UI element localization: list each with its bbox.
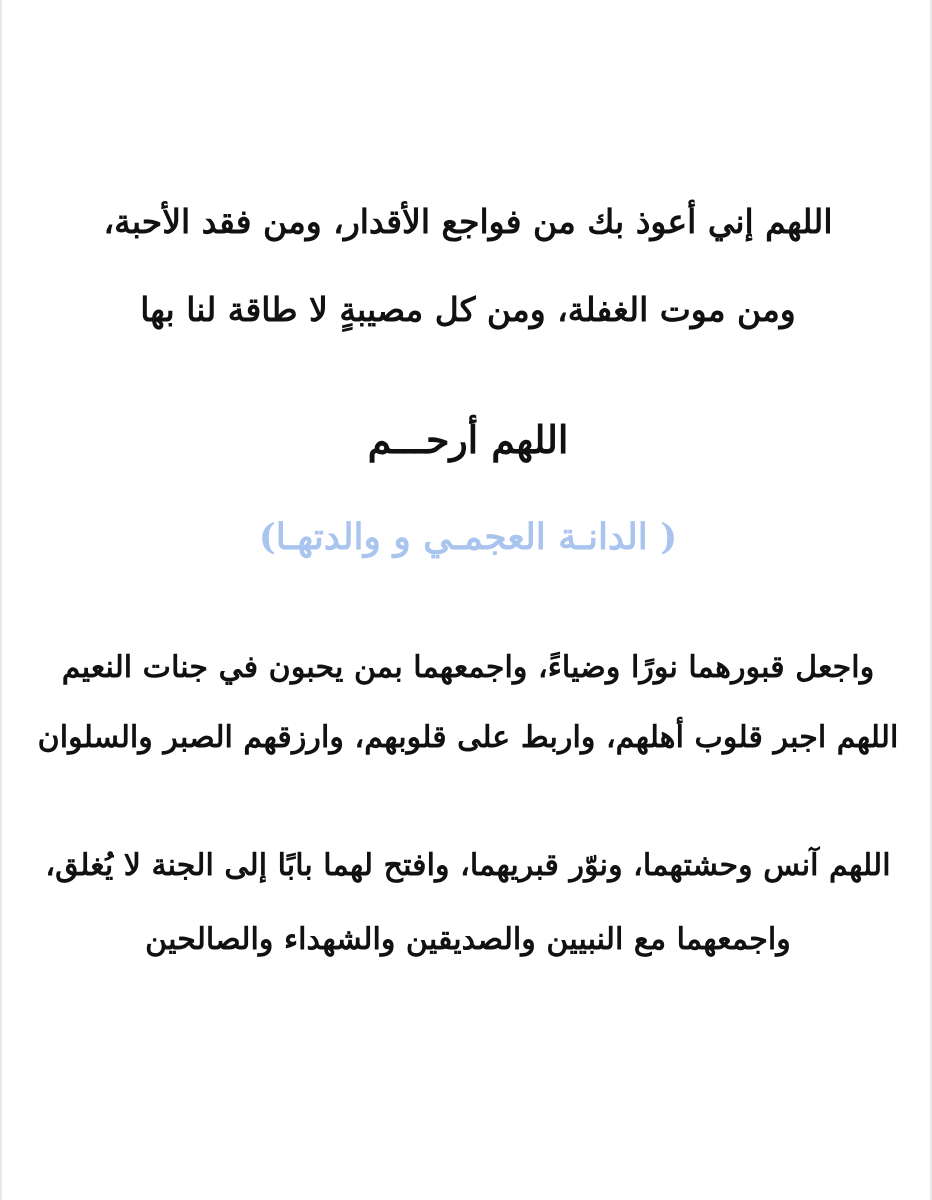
dua-line-4: اللهم اجبر قلوب أهلهم، واربط على قلوبهم، وارزقهم الصبر والسلوان [37, 720, 899, 755]
dua-line-5: اللهم آنس وحشتهما، ونوّر قبريهما، وافتح لهما بابًا إلى الجنة لا يُغلق، [45, 848, 891, 883]
names-line: ( الدانـة العجمـي و والدتهـا) [258, 516, 678, 558]
dua-line-3: واجعل قبورهما نورًا وضياءً، واجمعهما بمن يحبون في جنات النعيم [61, 650, 875, 685]
dua-line-6: واجمعهما مع النبيين والصديقين والشهداء والصالحين [145, 922, 791, 957]
dua-line-2: ومن موت الغفلة، ومن كل مصيبةٍ لا طاقة لنا بها [140, 290, 796, 329]
dua-line-1: اللهم إني أعوذ بك من فواجع الأقدار، ومن فقد الأحبة، [103, 202, 833, 241]
heading: اللهم أرحـــم [367, 418, 569, 462]
